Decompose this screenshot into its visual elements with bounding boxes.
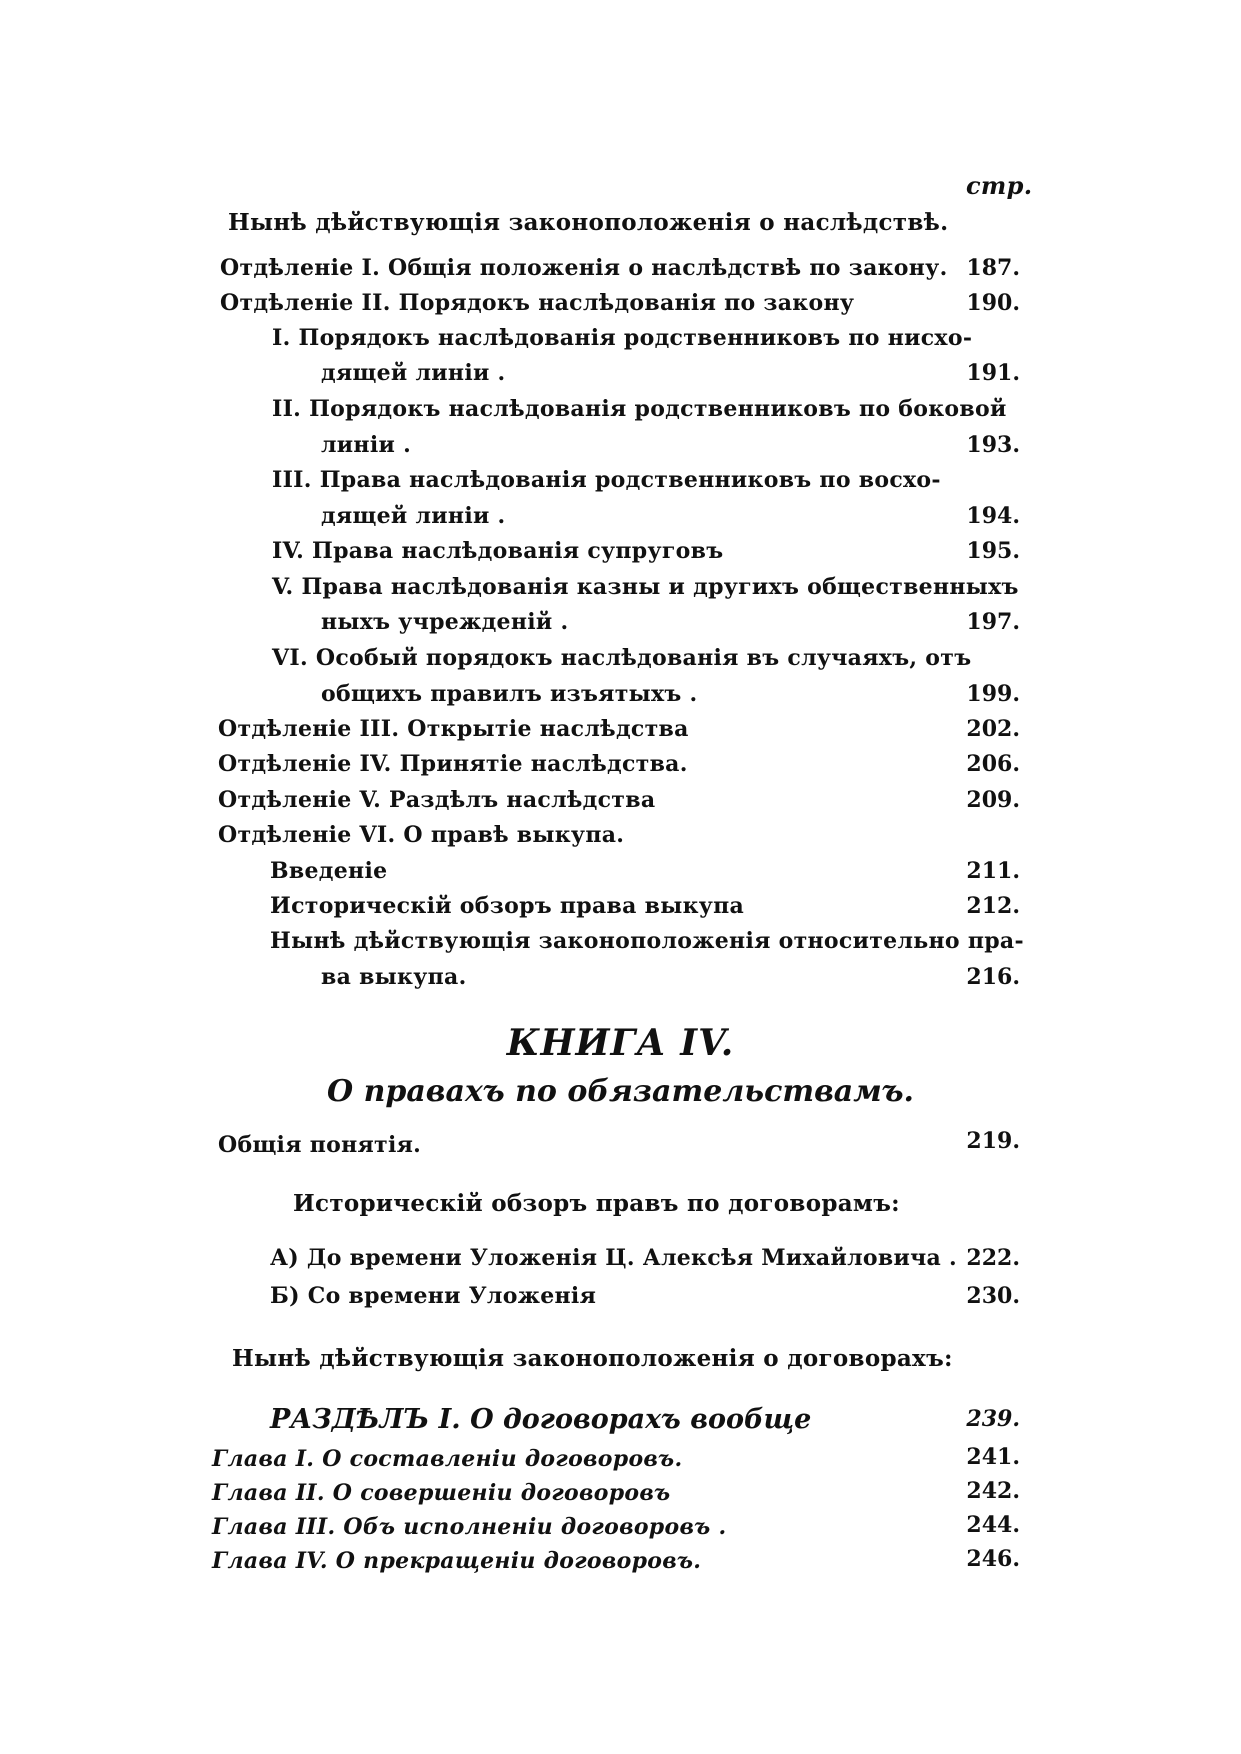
toc-entry-page: 212. xyxy=(966,893,1020,919)
toc-entry-text-cont: ва выкупа. xyxy=(321,964,467,990)
heading-inheritance: Нынѣ дѣйствующія законоположенія о наслѣдствѣ. xyxy=(228,209,949,236)
toc-entry-text: Нынѣ дѣйствующія законоположенія относительно пра- xyxy=(270,928,1024,954)
toc-entry-page: 190. xyxy=(966,290,1020,316)
toc-entry-page: 197. xyxy=(966,609,1020,635)
toc-entry-page: 209. xyxy=(966,787,1020,813)
toc-entry-text-cont: дящей линіи . xyxy=(321,503,506,529)
chapter-entry-page: 242. xyxy=(966,1478,1020,1504)
toc-entry-page: 187. xyxy=(966,255,1020,281)
toc-entry-text: Историческій обзоръ права выкупа xyxy=(270,893,745,919)
book-subtitle: О правахъ по обязательствамъ. xyxy=(327,1074,914,1109)
history-entry-text: Б) Со времени Уложенія xyxy=(270,1283,597,1309)
toc-entry-text: VI. Особый порядокъ наслѣдованія въ случаяхъ, отъ xyxy=(272,645,972,671)
general-notions-page: 219. xyxy=(966,1128,1020,1154)
toc-entry-text: III. Права наслѣдованія родственниковъ по восхо- xyxy=(272,467,941,493)
toc-entry-text: Отдѣленіе I. Общія положенія о наслѣдствѣ по закону. xyxy=(220,255,948,281)
toc-entry-text-cont: линіи . xyxy=(321,432,412,458)
toc-entry-text-cont: дящей линіи . xyxy=(321,360,506,386)
chapter-entry-text: Глава III. Объ исполненіи договоровъ . xyxy=(212,1514,727,1540)
toc-entry-text: Отдѣленіе II. Порядокъ наслѣдованія по закону xyxy=(220,290,855,316)
toc-entry-text: Отдѣленіе IV. Принятіе наслѣдства. xyxy=(218,751,688,777)
toc-entry-text-cont: общихъ правилъ изъятыхъ . xyxy=(321,681,698,707)
toc-entry-text: Отдѣленіе VI. О правѣ выкупа. xyxy=(218,822,625,848)
toc-entry-page: 194. xyxy=(966,503,1020,529)
toc-entry-page: 193. xyxy=(966,432,1020,458)
book-title: КНИГА IV. xyxy=(506,1022,735,1064)
chapter-entry-page: 241. xyxy=(966,1444,1020,1470)
chapter-entry-page: 246. xyxy=(966,1546,1020,1572)
toc-entry-page: 195. xyxy=(966,538,1020,564)
section-title: РАЗДѢЛЪ I. О договорахъ вообще xyxy=(270,1404,812,1435)
toc-entry-page: 216. xyxy=(966,964,1020,990)
toc-entry-page: 191. xyxy=(966,360,1020,386)
toc-entry-page: 199. xyxy=(966,681,1020,707)
toc-entry-page: 202. xyxy=(966,716,1020,742)
history-entry-page: 222. xyxy=(966,1245,1020,1271)
chapter-entry-text: Глава II. О совершеніи договоровъ xyxy=(212,1480,671,1506)
heading-current: Нынѣ дѣйствующія законоположенія о договорахъ: xyxy=(232,1345,953,1372)
toc-entry-text: Введеніе xyxy=(270,858,388,884)
heading-history: Историческій обзоръ правъ по договорамъ: xyxy=(293,1190,900,1217)
toc-entry-text: Отдѣленіе III. Открытіе наслѣдства xyxy=(218,716,689,742)
history-entry-text: А) До времени Уложенія Ц. Алексѣя Михайловича . xyxy=(270,1245,957,1271)
toc-entry-text: II. Порядокъ наслѣдованія родственниковъ по боковой xyxy=(272,396,1007,422)
toc-entry-text: IV. Права наслѣдованія супруговъ xyxy=(272,538,724,564)
page-column-label: стр. xyxy=(966,171,1033,200)
history-entry-page: 230. xyxy=(966,1283,1020,1309)
toc-entry-text: I. Порядокъ наслѣдованія родственниковъ по нисхо- xyxy=(272,325,973,351)
toc-entry-text-cont: ныхъ учрежденій . xyxy=(321,609,569,635)
chapter-entry-page: 244. xyxy=(966,1512,1020,1538)
toc-entry-page: 206. xyxy=(966,751,1020,777)
chapter-entry-text: Глава IV. О прекращеніи договоровъ. xyxy=(212,1548,702,1574)
section-page: 239. xyxy=(966,1406,1020,1432)
toc-entry-page: 211. xyxy=(966,858,1020,884)
toc-entry-text: Отдѣленіе V. Раздѣлъ наслѣдства xyxy=(218,787,656,813)
chapter-entry-text: Глава I. О составленіи договоровъ. xyxy=(212,1446,683,1472)
general-notions-text: Общія понятія. xyxy=(218,1132,422,1158)
toc-entry-text: V. Права наслѣдованія казны и другихъ общественныхъ xyxy=(272,574,1019,600)
